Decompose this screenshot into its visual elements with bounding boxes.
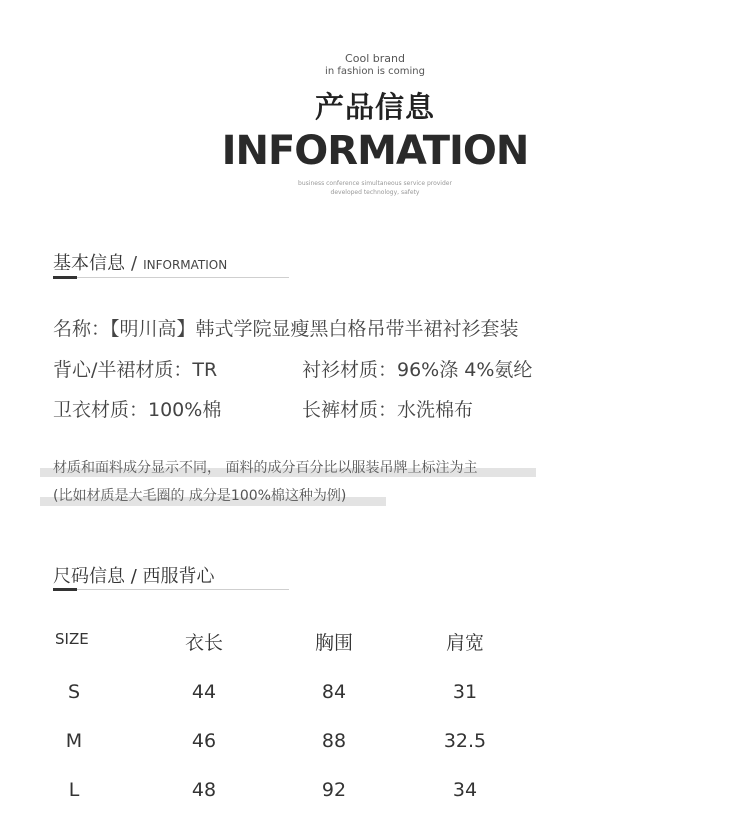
shirt-material: 衬衫材质：96%涤 4%氨纶 [302,359,533,381]
section-title-size-info: 尺码信息 / 西服背心 [53,566,215,587]
section-divider-basic-info [53,277,289,278]
section-accent-basic-info [53,276,77,279]
row-l-size: L [68,779,80,801]
sweater-material: 卫衣材质：100%棉 [53,399,222,421]
row-s-shoulder: 31 [452,681,478,703]
row-l-length: 48 [191,779,217,801]
section-accent-size-info [53,588,77,591]
section-title-basic-info [53,249,227,275]
subtitle-line-2: developed technology, safety [330,189,420,196]
header-size: SIZE [55,630,89,648]
header-length: 衣长 [184,632,223,654]
page-title-en: INFORMATION [221,128,529,174]
section-title-separator: / [131,253,138,274]
row-m-length: 46 [191,730,217,752]
row-s-size: S [67,681,81,703]
header-shoulder: 肩宽 [445,632,484,654]
material-note-1: 材质和面料成分显示不同， 面料的成分百分比以服装吊牌上标注为主 [53,460,478,476]
section-title-basic-info-cn: 基本信息 [53,253,125,274]
page-title-cn: 产品信息 [314,90,435,124]
row-m-size: M [65,730,83,752]
row-l-chest: 92 [321,779,347,801]
row-m-shoulder: 32.5 [443,730,487,752]
tagline-fashion: in fashion is coming [325,66,425,77]
product-name: 名称：【明川高】韩式学院显瘦黑白格吊带半裙衬衫套装 [53,318,519,340]
row-m-chest: 88 [321,730,347,752]
subtitle-line-1: business conference simultaneous service provider [298,180,452,187]
row-s-length: 44 [191,681,217,703]
pants-material: 长裤材质：水洗棉布 [302,399,474,421]
section-divider-size-info [53,589,289,590]
row-l-shoulder: 34 [452,779,478,801]
row-s-chest: 84 [321,681,347,703]
tagline-brand: Cool brand [345,52,405,65]
vest-skirt-material: 背心/半裙材质：TR [53,359,218,381]
header-chest: 胸围 [314,632,353,654]
section-title-basic-info-en: INFORMATION [143,258,228,272]
material-note-2: (比如材质是大毛圈的 成分是100%棉这种为例) [53,488,347,504]
